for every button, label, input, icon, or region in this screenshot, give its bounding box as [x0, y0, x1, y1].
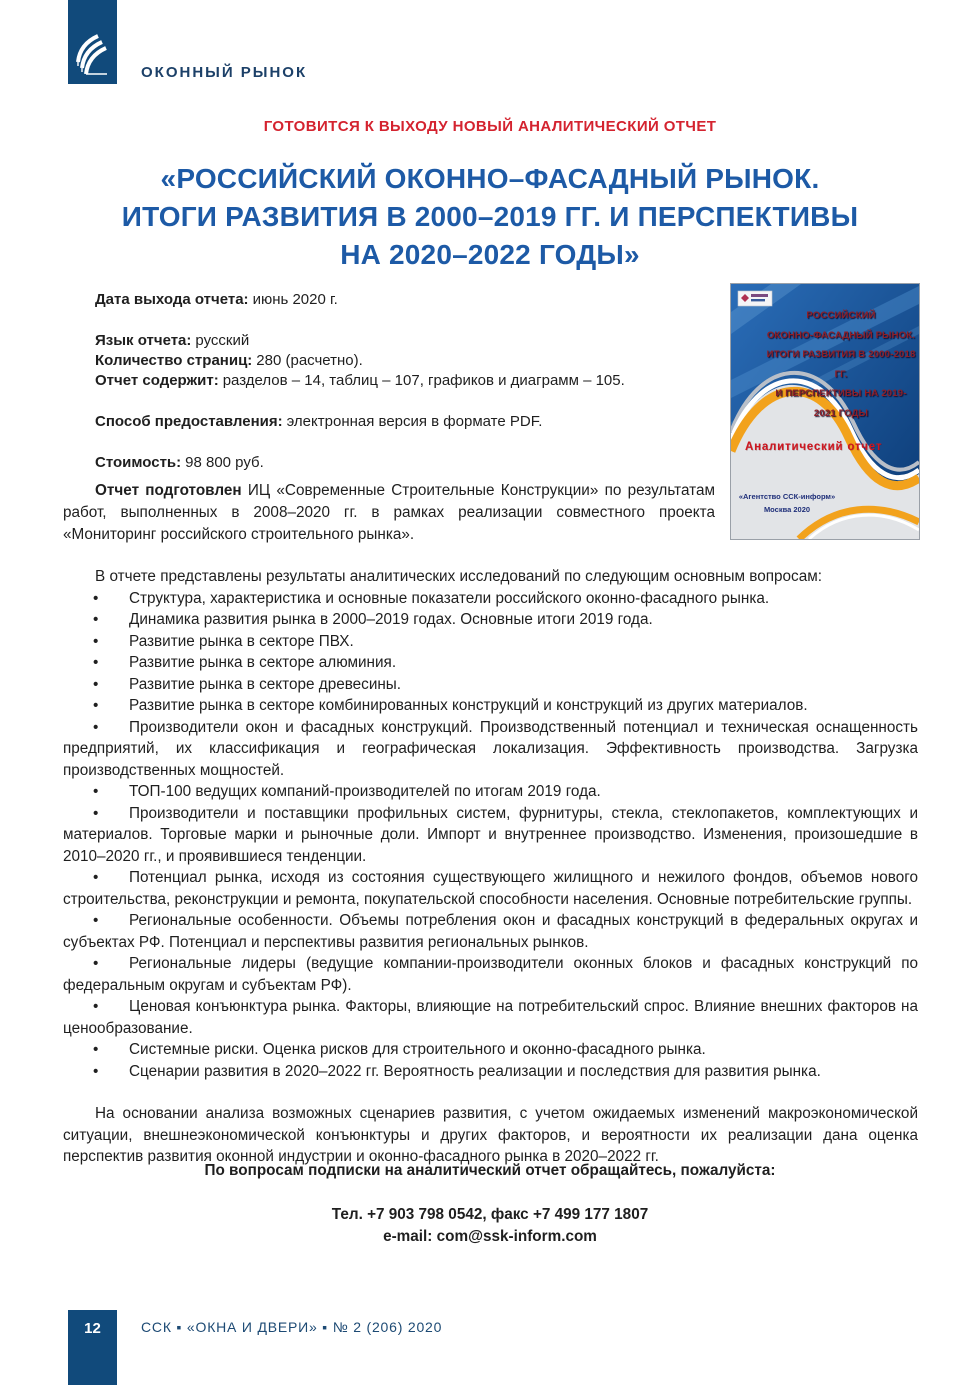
bullet-text: Структура, характеристика и основные показатели российского оконно-фасадного рынка. — [129, 589, 770, 607]
cover-city-year: Москва 2020 — [763, 505, 811, 514]
bullet-text: Региональные лидеры (ведущие компании-производители оконных блоков и фасадных конструкций по федеральным округам и субъектам РФ). — [63, 955, 918, 994]
bullet-item — [63, 803, 918, 868]
detail-value: 280 (расчетно). — [256, 352, 363, 369]
detail-label: Язык отчета: — [95, 332, 192, 349]
cover-thumbnail — [730, 283, 920, 540]
detail-label: Стоимость: — [95, 454, 182, 471]
bullet-item — [63, 1061, 918, 1083]
bullet-dot-icon: • — [93, 589, 99, 607]
bullet-dot-icon: • — [93, 654, 99, 671]
bullet-dot-icon: • — [93, 697, 99, 714]
bullet-text: Развитие рынка в секторе древесины. — [129, 675, 402, 693]
bullet-item — [63, 674, 918, 696]
page-title — [40, 160, 940, 274]
detail-row — [95, 412, 720, 432]
detail-group — [95, 453, 720, 473]
bullet-dot-icon: • — [93, 1041, 99, 1058]
detail-label: Отчет содержит: — [95, 372, 219, 389]
contact-heading: По вопросам подписки на аналитический отчет обращайтесь, пожалуйста: — [204, 1162, 776, 1179]
bullet-text: Производители и поставщики профильных систем, фурнитуры, стекла, стеклопакетов, комплектующих и материалов. Торговые марки и рыночные доли. Импорт и внутреннее производство. Изменения, произошедшие в 2010–2020 гг., и проявившиеся тенденции. — [63, 804, 918, 865]
detail-group — [95, 331, 720, 391]
bullet-text: Сценарии развития в 2020–2022 гг. Вероятность реализации и последствия для развития рынка. — [129, 1062, 821, 1080]
bullet-item — [63, 867, 918, 910]
bullet-item — [63, 910, 918, 953]
detail-row — [95, 371, 720, 391]
bullet-item — [63, 996, 918, 1039]
intro-line: В отчете представлены результаты аналитических исследований по следующим основным вопросам: — [95, 568, 822, 585]
cover-title-line: РОССИЙСКИЙ — [806, 310, 876, 321]
bullet-item — [63, 953, 918, 996]
bullet-text: Развитие рынка в секторе комбинированных конструкций и конструкций из других материалов. — [129, 697, 808, 714]
bullet-item — [63, 652, 918, 674]
bullet-dot-icon: • — [93, 611, 99, 628]
detail-row — [95, 351, 720, 371]
bullet-item — [63, 1039, 918, 1061]
detail-value: июнь 2020 г. — [252, 291, 338, 308]
detail-value: электронная версия в формате PDF. — [286, 413, 543, 430]
bullet-dot-icon: • — [93, 718, 99, 736]
bullet-text: Системные риски. Оценка рисков для строительного и оконно-фасадного рынка. — [129, 1041, 706, 1058]
page-title-line-2: ИТОГИ РАЗВИТИЯ В 2000–2019 ГГ. И ПЕРСПЕКТИВЫ — [121, 201, 859, 232]
detail-row — [95, 331, 720, 351]
contact-block — [0, 1160, 980, 1248]
report-details — [95, 290, 720, 494]
bullet-text: Потенциал рынка, исходя из состояния существующего жилищного и нежилого фондов, объемов нового строительства, реконструкции и ремонта, покупательской способности населения. Основные потребительские группы. — [63, 869, 918, 908]
detail-value: разделов – 14, таблиц – 107, графиков и диаграмм – 105. — [222, 372, 625, 389]
detail-group — [95, 412, 720, 432]
detail-label: Дата выхода отчета: — [95, 291, 249, 308]
bullet-item — [63, 695, 918, 717]
bullet-text: Региональные особенности. Объемы потребления окон и фасадных конструкций в федеральных округах и субъектах РФ. Потенциал и перспективы развития региональных рынков. — [63, 912, 918, 951]
cover-title-line: И ПЕРСПЕКТИВЫ НА 2019-2021 ГОДЫ — [775, 388, 907, 419]
announcement-line: ГОТОВИТСЯ К ВЫХОДУ НОВЫЙ АНАЛИТИЧЕСКИЙ ОТЧЕТ — [263, 118, 717, 135]
bullet-item — [63, 609, 918, 631]
bullet-text: Ценовая конъюнктура рынка. Факторы, влияющие на потребительский спрос. Влияние внешних факторов на ценообразование. — [63, 998, 918, 1037]
detail-value: 98 800 руб. — [185, 454, 264, 471]
main-content — [63, 566, 918, 1168]
page-number-box — [68, 1310, 117, 1385]
detail-row — [95, 453, 720, 473]
section-label: ОКОННЫЙ РЫНОК — [141, 64, 308, 81]
prepared-text: ИЦ «Современные Строительные Конструкции» по результатам работ, выполненных в 2008–2020 гг. в рамках реализации совместного проекта «Мониторинг российского строительного рынка». — [63, 482, 715, 543]
cover-agency-name: «Агентство ССК-информ» — [738, 492, 836, 501]
bullet-text: Развитие рынка в секторе алюминия. — [129, 654, 397, 671]
bullet-item — [63, 781, 918, 803]
ssk-logo — [68, 0, 117, 84]
swoosh-icon — [74, 28, 111, 78]
prepared-paragraph — [63, 480, 715, 546]
detail-row — [95, 290, 720, 310]
bullet-dot-icon: • — [93, 998, 99, 1015]
bullet-item — [63, 588, 918, 610]
bullet-item — [63, 717, 918, 782]
bullet-dot-icon: • — [93, 955, 99, 972]
detail-value: русский — [195, 332, 250, 349]
page-number: 12 — [84, 1320, 101, 1337]
cover-subtitle: Аналитический отчет — [745, 441, 883, 453]
bullet-dot-icon: • — [93, 804, 99, 822]
prepared-lead: Отчет подготовлен — [95, 482, 242, 499]
bullet-text: Развитие рынка в секторе ПВХ. — [129, 632, 354, 650]
bullet-dot-icon: • — [93, 912, 99, 929]
bullet-dot-icon: • — [93, 675, 99, 693]
page-title-line-3: НА 2020–2022 ГОДЫ» — [340, 239, 640, 270]
bullet-dot-icon: • — [93, 632, 99, 650]
bullet-item — [63, 631, 918, 653]
bullet-text: Производители окон и фасадных конструкций. Производственный потенциал и техническая оснащенность предприятий, их классификация и географическая локализация. Эффективность производства. Загрузка производственных мощностей. — [63, 718, 918, 779]
bullet-dot-icon: • — [93, 783, 99, 800]
closing-paragraph: На основании анализа возможных сценариев развития, с учетом ожидаемых изменений макроэкономической ситуации, внешнеэкономической конъюнктуры и других факторов, и вероятности их реализации дана оценка перспектив развития оконной индустрии и оконно-фасадного рынка в 2020–2022 гг. — [63, 1105, 918, 1165]
contact-phone: Тел. +7 903 798 0542, факс +7 499 177 1807 — [331, 1206, 649, 1223]
contact-email: e-mail: com@ssk-inform.com — [383, 1228, 597, 1245]
detail-label: Способ предоставления: — [95, 413, 283, 430]
cover-agency — [731, 490, 843, 516]
bullet-dot-icon: • — [93, 869, 99, 886]
bullet-dot-icon: • — [93, 1062, 99, 1080]
cover-title-line: ОКОННО-ФАСАДНЫЙ РЫНОК. — [766, 329, 916, 341]
journal-info: ССК ▪ «ОКНА И ДВЕРИ» ▪ № 2 (206) 2020 — [141, 1319, 443, 1335]
bullet-text: ТОП-100 ведущих компаний-производителей по итогам 2019 года. — [129, 783, 601, 800]
cover-title-line: ИТОГИ РАЗВИТИЯ В 2000-2018 ГГ. — [766, 349, 916, 380]
bullet-text: Динамика развития рынка в 2000–2019 годах. Основные итоги 2019 года. — [129, 611, 653, 628]
detail-group — [95, 290, 720, 310]
page-title-line-1: «РОССИЙСКИЙ ОКОННО–ФАСАДНЫЙ РЫНОК. — [160, 163, 820, 194]
detail-label: Количество страниц: — [95, 352, 253, 369]
cover-title — [765, 306, 917, 423]
